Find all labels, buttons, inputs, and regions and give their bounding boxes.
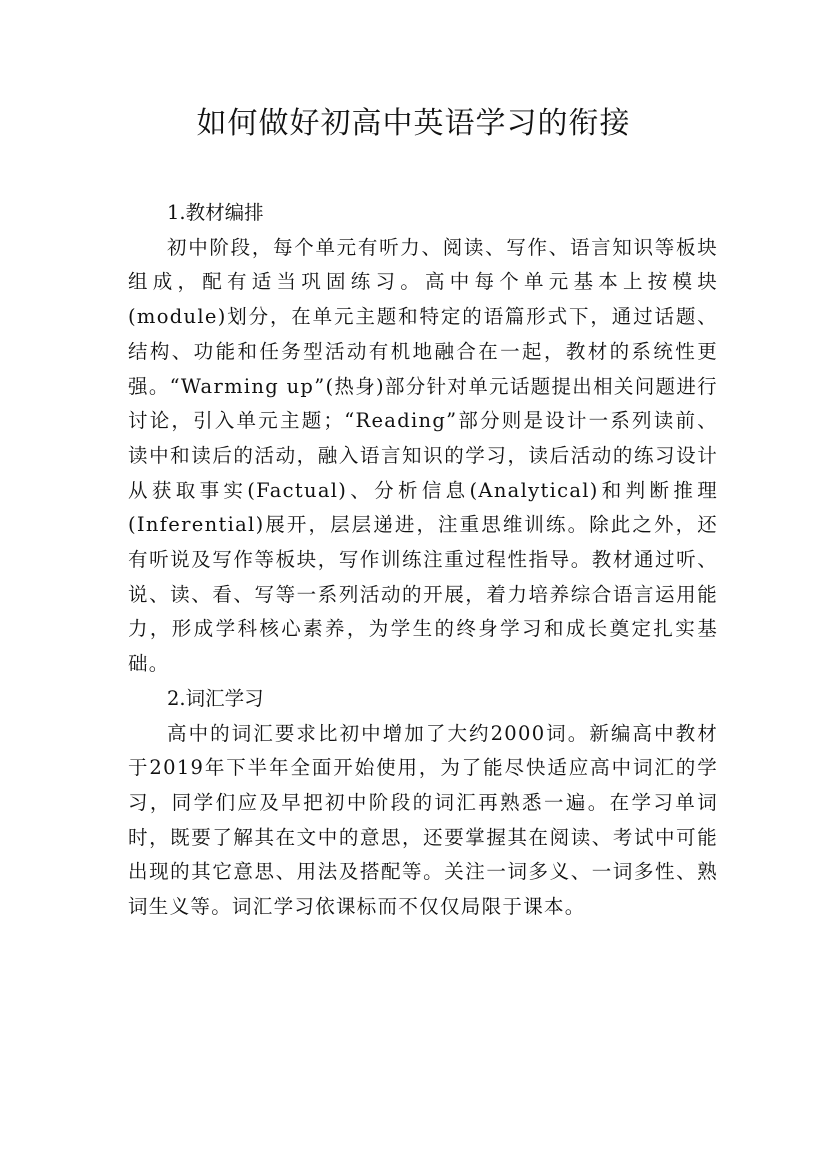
- section-textbook: [128, 196, 718, 682]
- section-heading: 2.词汇学习: [167, 686, 264, 710]
- section-vocabulary: [128, 682, 718, 925]
- document-title: 如何做好初高中英语学习的衔接: [196, 106, 631, 141]
- section-paragraph: 高中的词汇要求比初中增加了大约2000词。新编高中教材于2019年下半年全面开始使用，为了能尽快适应高中词汇的学习，同学们应及早把初中阶段的词汇再熟悉一遍。在学习单词时，既要了解其在文中的意思，还要掌握其在阅读、考试中可能出现的其它意思、用法及搭配等。关注一词多义、一词多性、熟词生义等。词汇学习依课标而不仅仅局限于课本。: [128, 721, 718, 919]
- section-paragraph: 初中阶段，每个单元有听力、阅读、写作、语言知识等板块组成，配有适当巩固练习。高中每个单元基本上按模块(module)划分，在单元主题和特定的语篇形式下，通过话题、结构、功能和任务型活动有机地融合在一起，教材的系统性更强。“Warming up”(热身)部分针对单元话题提出相关问题进行讨论，引入单元主题；“Reading”部分则是设计一系列读前、读中和读后的活动，融入语言知识的学习，读后活动的练习设计从获取事实(Factual)、分析信息(Analytical)和判断推理(Inferential)展开，层层递进，注重思维训练。除此之外，还有听说及写作等板块，写作训练注重过程性指导。教材通过听、说、读、看、写等一系列活动的开展，着力培养综合语言运用能力，形成学科核心素养，为学生的终身学习和成长奠定扎实基础。: [128, 235, 718, 676]
- document-body: [128, 196, 718, 925]
- section-heading: 1.教材编排: [167, 201, 264, 224]
